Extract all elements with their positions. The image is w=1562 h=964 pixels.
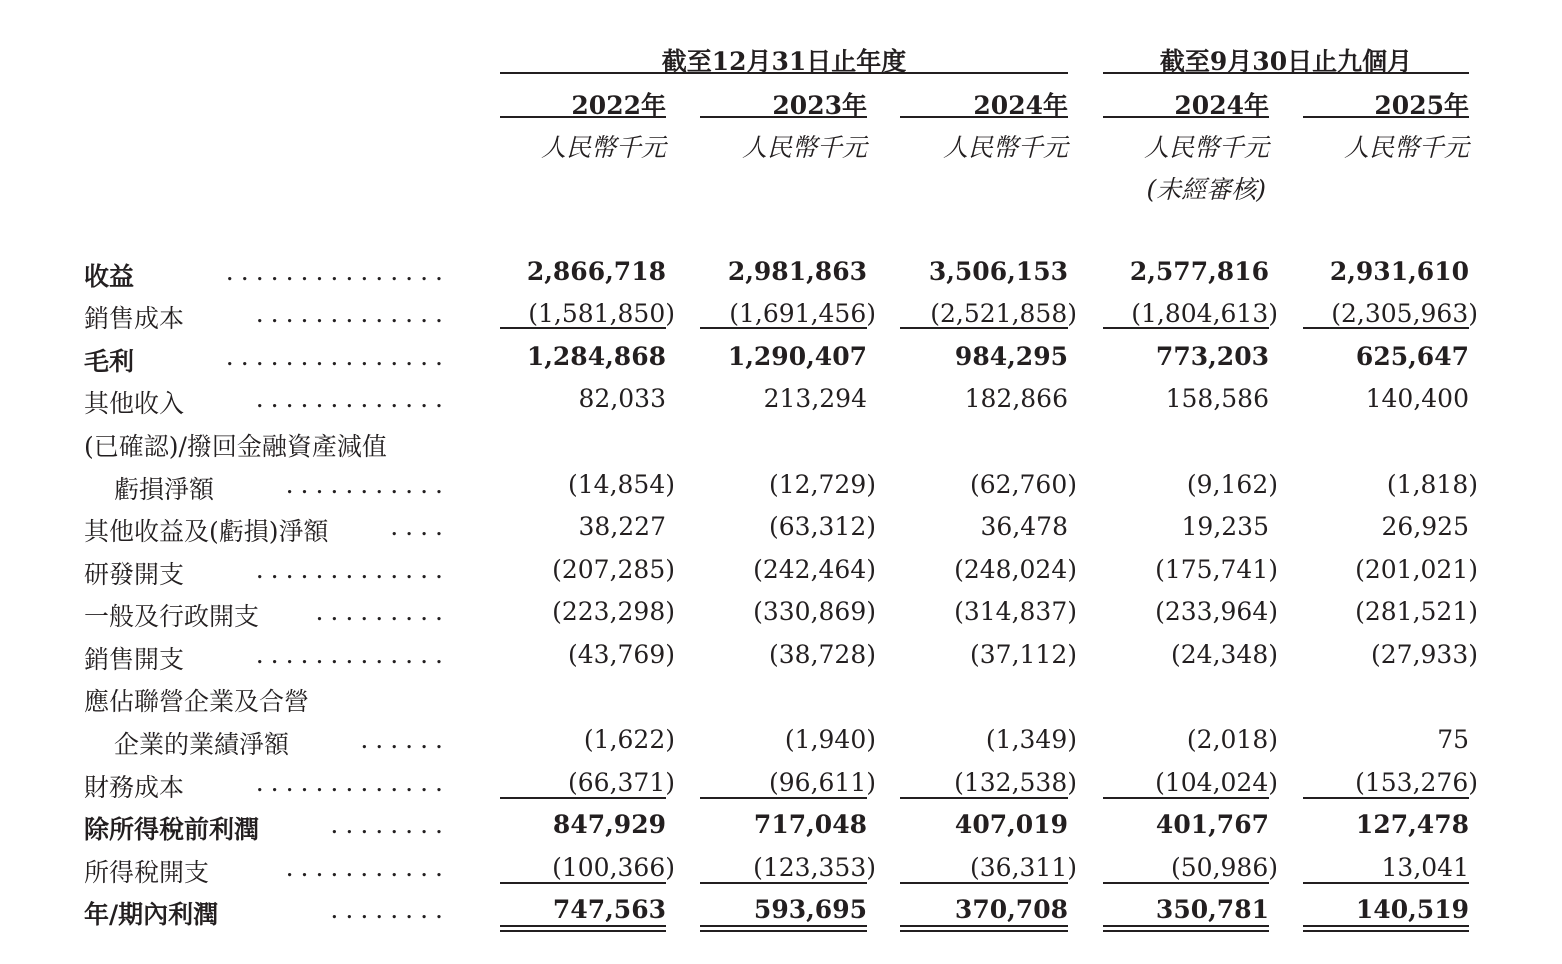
value-cell: (1,818)	[1386, 470, 1478, 499]
value-cell: 407,019	[954, 810, 1068, 839]
row-label: 所得稅開支	[84, 858, 210, 887]
value-cell: 140,400	[1365, 384, 1469, 413]
value-cell: (314,837)	[954, 597, 1077, 626]
subtotal-rule	[1103, 327, 1269, 329]
value-cell: 401,767	[1155, 810, 1269, 839]
value-cell: 2,577,816	[1129, 257, 1269, 286]
total-double-rule	[900, 925, 1068, 932]
value-cell: (37,112)	[970, 640, 1077, 669]
value-cell: 36,478	[980, 512, 1068, 541]
dot-leader: ....	[390, 512, 450, 541]
value-cell: (281,521)	[1355, 597, 1478, 626]
col-header-rule	[900, 116, 1068, 118]
value-cell: (2,018)	[1186, 725, 1278, 754]
value-cell: (36,311)	[970, 853, 1077, 882]
value-cell: (1,622)	[583, 725, 675, 754]
value-cell: 2,866,718	[526, 257, 666, 286]
row-label: (已確認)/撥回金融資產減值	[84, 432, 387, 461]
value-cell: (330,869)	[753, 597, 876, 626]
subtotal-rule	[1303, 882, 1469, 884]
col-header-year: 2022年	[571, 91, 666, 120]
value-cell: (207,285)	[552, 555, 675, 584]
row-label: 研發開支	[84, 560, 185, 589]
value-cell: 38,227	[578, 512, 666, 541]
header-group-year: 截至12月31日止年度	[661, 47, 907, 76]
col-header-rule	[500, 116, 666, 118]
value-cell: 1,290,407	[727, 342, 867, 371]
dot-leader: ........	[330, 810, 450, 839]
dot-leader: .............	[255, 299, 450, 328]
row-label: 收益	[84, 262, 135, 291]
value-cell: 127,478	[1355, 810, 1469, 839]
col-header-unit: 人民幣千元	[942, 133, 1068, 162]
value-cell: 158,586	[1165, 384, 1269, 413]
value-cell: 984,295	[954, 342, 1068, 371]
value-cell: (100,366)	[552, 853, 675, 882]
value-cell: (233,964)	[1155, 597, 1278, 626]
col-header-note: (未經審核)	[1146, 175, 1266, 204]
value-cell: (24,348)	[1171, 640, 1278, 669]
row-label: 除所得稅前利潤	[84, 815, 260, 844]
col-header-year: 2024年	[1174, 91, 1269, 120]
value-cell: 1,284,868	[526, 342, 666, 371]
col-header-rule	[1303, 116, 1469, 118]
value-cell: 3,506,153	[928, 257, 1068, 286]
row-label: 財務成本	[84, 773, 185, 802]
value-cell: (223,298)	[552, 597, 675, 626]
col-header-year: 2025年	[1374, 91, 1469, 120]
value-cell: (2,305,963)	[1331, 299, 1478, 328]
dot-leader: ...............	[225, 257, 450, 286]
value-cell: 625,647	[1355, 342, 1469, 371]
col-header-unit: 人民幣千元	[540, 133, 666, 162]
total-double-rule	[1303, 925, 1469, 932]
subtotal-rule	[900, 327, 1068, 329]
value-cell: (104,024)	[1155, 768, 1278, 797]
subtotal-rule	[500, 882, 666, 884]
value-cell: (1,581,850)	[528, 299, 675, 328]
value-cell: 773,203	[1155, 342, 1269, 371]
row-label: 其他收益及(虧損)淨額	[84, 517, 329, 546]
row-label: 毛利	[84, 347, 135, 376]
total-double-rule	[700, 925, 867, 932]
value-cell: (9,162)	[1186, 470, 1278, 499]
header-group-nine-months-rule	[1103, 72, 1469, 74]
value-cell: (1,349)	[985, 725, 1077, 754]
total-double-rule	[1103, 925, 1269, 932]
value-cell: 182,866	[964, 384, 1068, 413]
row-label: 銷售開支	[84, 645, 185, 674]
subtotal-rule	[1303, 327, 1469, 329]
value-cell: 2,931,610	[1329, 257, 1469, 286]
row-label: 應佔聯營企業及合營	[84, 687, 310, 716]
value-cell: (1,691,456)	[729, 299, 876, 328]
value-cell: (27,933)	[1371, 640, 1478, 669]
subtotal-rule	[900, 797, 1068, 799]
value-cell: (242,464)	[753, 555, 876, 584]
subtotal-rule	[1303, 797, 1469, 799]
value-cell: 2,981,863	[727, 257, 867, 286]
dot-leader: .............	[255, 640, 450, 669]
value-cell: 717,048	[753, 810, 867, 839]
col-header-year: 2024年	[973, 91, 1068, 120]
dot-leader: .........	[315, 597, 450, 626]
value-cell: (132,538)	[954, 768, 1077, 797]
value-cell: 350,781	[1155, 895, 1269, 924]
total-double-rule	[500, 925, 666, 932]
row-label: 虧損淨額	[114, 475, 215, 504]
col-header-unit: 人民幣千元	[741, 133, 867, 162]
value-cell: (175,741)	[1155, 555, 1278, 584]
row-label: 銷售成本	[84, 304, 185, 333]
dot-leader: ...........	[285, 470, 450, 499]
value-cell: 140,519	[1355, 895, 1469, 924]
col-header-year: 2023年	[772, 91, 867, 120]
dot-leader: ........	[330, 895, 450, 924]
header-group-nine-months: 截至9月30日止九個月	[1159, 47, 1413, 76]
row-label: 一般及行政開支	[84, 602, 260, 631]
value-cell: 13,041	[1381, 853, 1469, 882]
dot-leader: .............	[255, 384, 450, 413]
subtotal-rule	[500, 327, 666, 329]
subtotal-rule	[700, 882, 867, 884]
subtotal-rule	[700, 327, 867, 329]
row-label: 其他收入	[84, 389, 185, 418]
value-cell: (123,353)	[753, 853, 876, 882]
subtotal-rule	[1103, 797, 1269, 799]
value-cell: 847,929	[552, 810, 666, 839]
value-cell: (153,276)	[1355, 768, 1478, 797]
col-header-rule	[700, 116, 867, 118]
value-cell: (248,024)	[954, 555, 1077, 584]
subtotal-rule	[700, 797, 867, 799]
dot-leader: .............	[255, 555, 450, 584]
row-label: 年/期內利潤	[84, 900, 219, 929]
value-cell: (96,611)	[769, 768, 876, 797]
subtotal-rule	[500, 797, 666, 799]
value-cell: 593,695	[753, 895, 867, 924]
row-label: 企業的業績淨額	[114, 730, 290, 759]
value-cell: 747,563	[552, 895, 666, 924]
col-header-unit: 人民幣千元	[1343, 133, 1469, 162]
header-group-year-rule	[500, 72, 1068, 74]
col-header-unit: 人民幣千元	[1143, 133, 1269, 162]
value-cell: (12,729)	[769, 470, 876, 499]
subtotal-rule	[1103, 882, 1269, 884]
value-cell: (62,760)	[970, 470, 1077, 499]
dot-leader: ......	[360, 725, 450, 754]
value-cell: (66,371)	[568, 768, 675, 797]
value-cell: (43,769)	[568, 640, 675, 669]
value-cell: 19,235	[1181, 512, 1269, 541]
value-cell: (38,728)	[769, 640, 876, 669]
value-cell: (1,804,613)	[1131, 299, 1278, 328]
dot-leader: ...........	[285, 853, 450, 882]
value-cell: (63,312)	[769, 512, 876, 541]
value-cell: (201,021)	[1355, 555, 1478, 584]
value-cell: (14,854)	[568, 470, 675, 499]
value-cell: 82,033	[578, 384, 666, 413]
value-cell: (1,940)	[784, 725, 876, 754]
dot-leader: .............	[255, 768, 450, 797]
value-cell: (2,521,858)	[930, 299, 1077, 328]
subtotal-rule	[900, 882, 1068, 884]
value-cell: 370,708	[954, 895, 1068, 924]
value-cell: 75	[1437, 725, 1469, 754]
value-cell: (50,986)	[1171, 853, 1278, 882]
dot-leader: ...............	[225, 342, 450, 371]
col-header-rule	[1103, 116, 1269, 118]
value-cell: 213,294	[763, 384, 867, 413]
value-cell: 26,925	[1381, 512, 1469, 541]
